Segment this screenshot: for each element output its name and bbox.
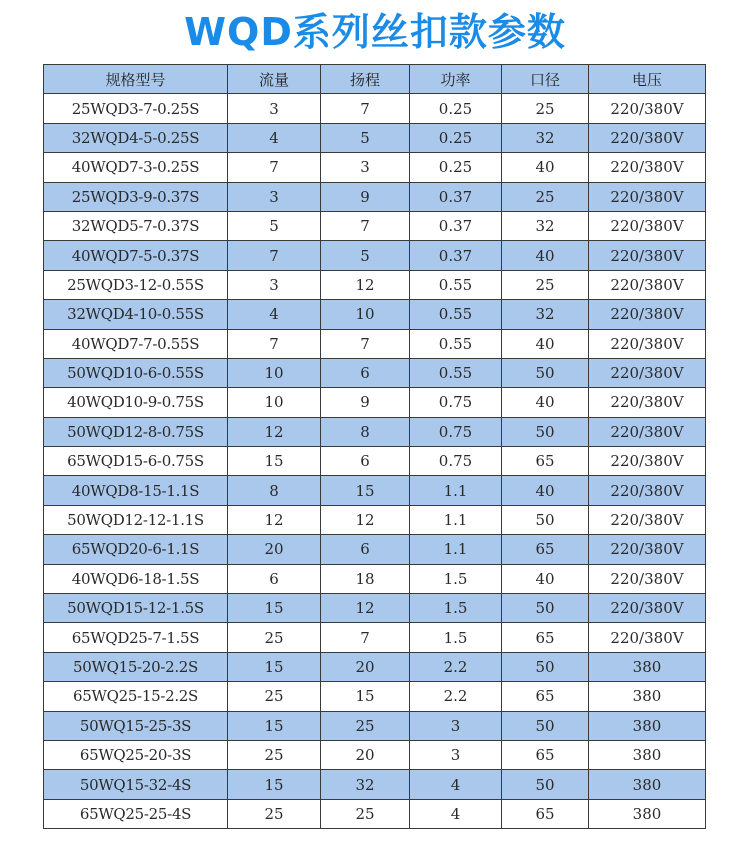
cell-voltage: 220/380V	[589, 153, 706, 182]
table-row	[44, 123, 706, 152]
cell-flow: 12	[228, 505, 321, 534]
table-row	[44, 417, 706, 446]
cell-caliber: 50	[502, 652, 589, 681]
cell-model: 65WQ25-25-4S	[44, 799, 228, 828]
cell-voltage: 220/380V	[589, 300, 706, 329]
cell-flow: 3	[228, 94, 321, 123]
cell-voltage: 220/380V	[589, 417, 706, 446]
cell-caliber: 40	[502, 329, 589, 358]
cell-power: 0.37	[410, 182, 502, 211]
cell-caliber: 25	[502, 94, 589, 123]
cell-caliber: 32	[502, 211, 589, 240]
cell-head: 12	[321, 270, 410, 299]
cell-power: 0.75	[410, 447, 502, 476]
cell-caliber: 40	[502, 564, 589, 593]
cell-model: 25WQD3-9-0.37S	[44, 182, 228, 211]
cell-model: 65WQ25-15-2.2S	[44, 682, 228, 711]
cell-model: 50WQ15-20-2.2S	[44, 652, 228, 681]
cell-model: 50WQD15-12-1.5S	[44, 594, 228, 623]
cell-model: 50WQD12-12-1.1S	[44, 505, 228, 534]
table-row	[44, 211, 706, 240]
cell-flow: 7	[228, 153, 321, 182]
cell-flow: 7	[228, 241, 321, 270]
cell-voltage: 380	[589, 799, 706, 828]
cell-power: 1.1	[410, 505, 502, 534]
cell-voltage: 220/380V	[589, 447, 706, 476]
cell-voltage: 380	[589, 711, 706, 740]
table-row	[44, 682, 706, 711]
cell-head: 12	[321, 594, 410, 623]
table-row	[44, 182, 706, 211]
cell-flow: 20	[228, 535, 321, 564]
table-row	[44, 358, 706, 387]
cell-power: 0.25	[410, 153, 502, 182]
cell-head: 6	[321, 447, 410, 476]
cell-model: 50WQ15-32-4S	[44, 770, 228, 799]
cell-flow: 3	[228, 182, 321, 211]
header-caliber: 口径	[502, 65, 589, 94]
table-row	[44, 94, 706, 123]
table-row	[44, 594, 706, 623]
cell-flow: 5	[228, 211, 321, 240]
cell-voltage: 220/380V	[589, 329, 706, 358]
cell-caliber: 50	[502, 594, 589, 623]
cell-flow: 15	[228, 652, 321, 681]
header-voltage: 电压	[589, 65, 706, 94]
cell-model: 40WQD10-9-0.75S	[44, 388, 228, 417]
cell-flow: 15	[228, 770, 321, 799]
table-row	[44, 241, 706, 270]
cell-flow: 15	[228, 594, 321, 623]
table-row	[44, 740, 706, 769]
cell-caliber: 65	[502, 535, 589, 564]
cell-model: 65WQD25-7-1.5S	[44, 623, 228, 652]
cell-flow: 8	[228, 476, 321, 505]
cell-power: 0.75	[410, 388, 502, 417]
cell-power: 1.1	[410, 535, 502, 564]
cell-flow: 25	[228, 740, 321, 769]
cell-head: 7	[321, 329, 410, 358]
cell-power: 0.25	[410, 123, 502, 152]
cell-head: 7	[321, 94, 410, 123]
cell-head: 18	[321, 564, 410, 593]
cell-caliber: 65	[502, 682, 589, 711]
cell-head: 7	[321, 623, 410, 652]
page-title: WQD系列丝扣款参数	[184, 10, 566, 54]
cell-voltage: 380	[589, 682, 706, 711]
cell-power: 0.37	[410, 211, 502, 240]
cell-voltage: 380	[589, 740, 706, 769]
cell-caliber: 50	[502, 505, 589, 534]
cell-power: 0.55	[410, 329, 502, 358]
cell-model: 32WQD4-10-0.55S	[44, 300, 228, 329]
cell-flow: 10	[228, 358, 321, 387]
cell-caliber: 25	[502, 182, 589, 211]
cell-caliber: 65	[502, 799, 589, 828]
table-row	[44, 300, 706, 329]
cell-model: 40WQD8-15-1.1S	[44, 476, 228, 505]
cell-voltage: 220/380V	[589, 623, 706, 652]
cell-caliber: 25	[502, 270, 589, 299]
cell-voltage: 220/380V	[589, 594, 706, 623]
cell-head: 15	[321, 476, 410, 505]
cell-power: 2.2	[410, 682, 502, 711]
cell-power: 1.5	[410, 623, 502, 652]
cell-caliber: 50	[502, 770, 589, 799]
cell-model: 32WQD5-7-0.37S	[44, 211, 228, 240]
cell-voltage: 220/380V	[589, 241, 706, 270]
cell-head: 9	[321, 388, 410, 417]
cell-head: 12	[321, 505, 410, 534]
cell-caliber: 50	[502, 711, 589, 740]
cell-head: 25	[321, 711, 410, 740]
cell-caliber: 40	[502, 153, 589, 182]
cell-model: 65WQ25-20-3S	[44, 740, 228, 769]
cell-flow: 15	[228, 711, 321, 740]
cell-flow: 25	[228, 623, 321, 652]
cell-head: 6	[321, 358, 410, 387]
cell-caliber: 32	[502, 300, 589, 329]
cell-model: 32WQD4-5-0.25S	[44, 123, 228, 152]
cell-power: 4	[410, 799, 502, 828]
cell-flow: 10	[228, 388, 321, 417]
cell-power: 0.55	[410, 358, 502, 387]
table-row	[44, 388, 706, 417]
cell-caliber: 40	[502, 241, 589, 270]
cell-caliber: 65	[502, 623, 589, 652]
cell-head: 25	[321, 799, 410, 828]
header-flow: 流量	[228, 65, 321, 94]
cell-voltage: 220/380V	[589, 505, 706, 534]
table-row	[44, 535, 706, 564]
spec-table	[43, 64, 706, 829]
cell-power: 2.2	[410, 652, 502, 681]
cell-power: 1.1	[410, 476, 502, 505]
cell-power: 0.75	[410, 417, 502, 446]
cell-flow: 15	[228, 447, 321, 476]
cell-power: 0.37	[410, 241, 502, 270]
table-row	[44, 329, 706, 358]
table-row	[44, 476, 706, 505]
table-body	[44, 94, 706, 829]
cell-flow: 25	[228, 799, 321, 828]
cell-power: 0.55	[410, 270, 502, 299]
table-row	[44, 564, 706, 593]
cell-flow: 3	[228, 270, 321, 299]
cell-voltage: 220/380V	[589, 123, 706, 152]
cell-power: 3	[410, 711, 502, 740]
cell-head: 10	[321, 300, 410, 329]
cell-head: 8	[321, 417, 410, 446]
cell-flow: 4	[228, 123, 321, 152]
cell-caliber: 40	[502, 476, 589, 505]
cell-caliber: 50	[502, 358, 589, 387]
cell-model: 40WQD7-7-0.55S	[44, 329, 228, 358]
header-model: 规格型号	[44, 65, 228, 94]
cell-voltage: 220/380V	[589, 358, 706, 387]
header-power: 功率	[410, 65, 502, 94]
cell-head: 5	[321, 123, 410, 152]
cell-head: 9	[321, 182, 410, 211]
cell-flow: 12	[228, 417, 321, 446]
cell-voltage: 220/380V	[589, 388, 706, 417]
cell-caliber: 40	[502, 388, 589, 417]
cell-head: 20	[321, 740, 410, 769]
cell-model: 50WQD10-6-0.55S	[44, 358, 228, 387]
cell-head: 20	[321, 652, 410, 681]
table-row	[44, 505, 706, 534]
cell-head: 3	[321, 153, 410, 182]
cell-voltage: 220/380V	[589, 476, 706, 505]
cell-voltage: 220/380V	[589, 182, 706, 211]
cell-model: 50WQD12-8-0.75S	[44, 417, 228, 446]
cell-head: 6	[321, 535, 410, 564]
cell-voltage: 380	[589, 770, 706, 799]
cell-power: 1.5	[410, 564, 502, 593]
table-header	[44, 65, 706, 94]
table-row	[44, 153, 706, 182]
cell-head: 32	[321, 770, 410, 799]
cell-model: 40WQD7-3-0.25S	[44, 153, 228, 182]
cell-head: 15	[321, 682, 410, 711]
table-row	[44, 770, 706, 799]
cell-flow: 4	[228, 300, 321, 329]
cell-caliber: 65	[502, 447, 589, 476]
cell-voltage: 220/380V	[589, 211, 706, 240]
cell-flow: 7	[228, 329, 321, 358]
cell-power: 1.5	[410, 594, 502, 623]
cell-power: 4	[410, 770, 502, 799]
header-head: 扬程	[321, 65, 410, 94]
cell-model: 25WQD3-7-0.25S	[44, 94, 228, 123]
table-row	[44, 270, 706, 299]
cell-model: 25WQD3-12-0.55S	[44, 270, 228, 299]
cell-model: 40WQD7-5-0.37S	[44, 241, 228, 270]
cell-head: 7	[321, 211, 410, 240]
table-row	[44, 623, 706, 652]
table-row	[44, 652, 706, 681]
cell-caliber: 32	[502, 123, 589, 152]
table-row	[44, 711, 706, 740]
cell-model: 50WQ15-25-3S	[44, 711, 228, 740]
cell-power: 0.25	[410, 94, 502, 123]
cell-model: 40WQD6-18-1.5S	[44, 564, 228, 593]
cell-voltage: 220/380V	[589, 564, 706, 593]
cell-voltage: 220/380V	[589, 94, 706, 123]
cell-flow: 25	[228, 682, 321, 711]
table-row	[44, 447, 706, 476]
cell-model: 65WQD15-6-0.75S	[44, 447, 228, 476]
cell-voltage: 220/380V	[589, 535, 706, 564]
cell-power: 3	[410, 740, 502, 769]
cell-caliber: 50	[502, 417, 589, 446]
cell-head: 5	[321, 241, 410, 270]
cell-caliber: 65	[502, 740, 589, 769]
table-row	[44, 799, 706, 828]
cell-voltage: 220/380V	[589, 270, 706, 299]
cell-voltage: 380	[589, 652, 706, 681]
header-row	[44, 65, 706, 94]
cell-power: 0.55	[410, 300, 502, 329]
cell-model: 65WQD20-6-1.1S	[44, 535, 228, 564]
cell-flow: 6	[228, 564, 321, 593]
